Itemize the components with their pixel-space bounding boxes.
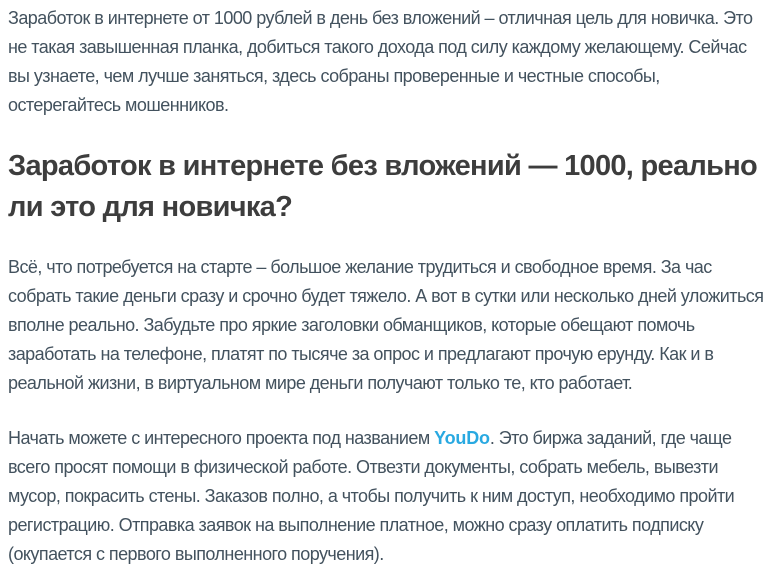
youdo-paragraph	[8, 424, 769, 569]
youdo-paragraph-before: Начать можете с интересного проекта под названием	[8, 428, 435, 448]
youdo-link[interactable]: YouDo	[434, 428, 490, 448]
youdo-paragraph-after: . Это биржа заданий, где чаще всего просят помощи в физической работе. Отвезти документы, собрать мебель, вывезти мусор, покрасить стены. Заказов полно, а чтобы получить к ним доступ, необходимо пройти регистрацию. Отправка заявок на выполнение платное, можно сразу оплатить подписку (окупается с первого выполненного поручения).	[8, 428, 735, 564]
intro-paragraph: Заработок в интернете от 1000 рублей в день без вложений – отличная цель для новичка. Это не такая завышенная планка, добиться такого дохода под силу каждому желающему. Сейчас вы узнаете, чем лучше заняться, здесь собраны проверенные и честные способы, остерегайтесь мошенников.	[8, 8, 753, 115]
effort-paragraph: Всё, что потребуется на старте – большое желание трудиться и свободное время. За час собрать такие деньги сразу и срочно будет тяжело. А вот в сутки или несколько дней уложиться вполне реально. Забудьте про яркие заголовки обманщиков, которые обещают помочь заработать на телефоне, платят по тысяче за опрос и предлагают прочую ерунду. Как и в реальной жизни, в виртуальном мире деньги получают только те, кто работает.	[8, 257, 764, 393]
article-heading: Заработок в интернете без вложений — 1000, реально ли это для новичка?	[8, 150, 758, 223]
